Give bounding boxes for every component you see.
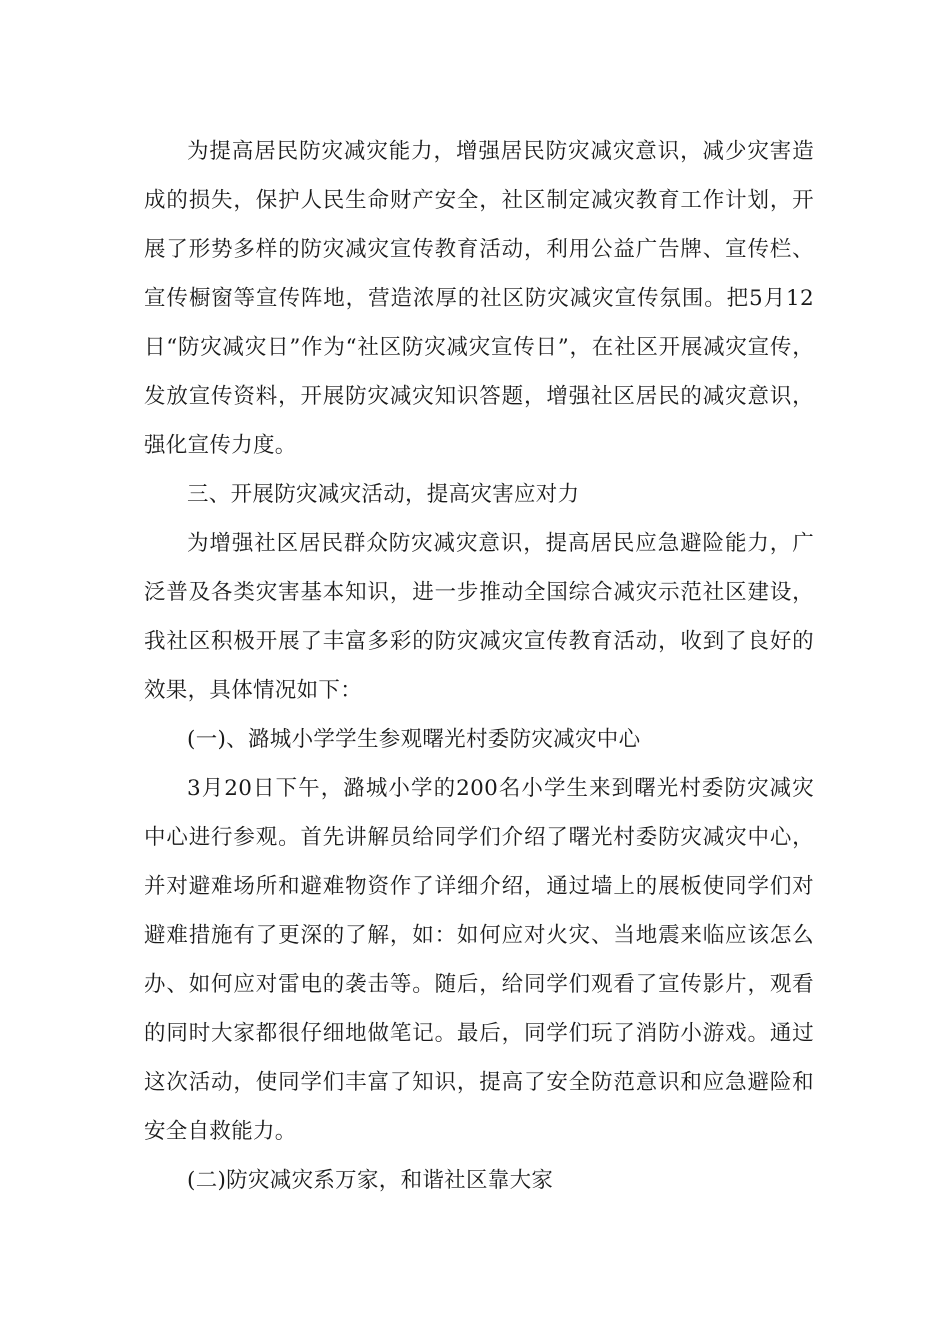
subheading-two: (二)防灾减灾系万家，和谐社区靠大家: [187, 1168, 554, 1193]
paragraph-publicity: 为提高居民防灾减灾能力，增强居民防灾减灾意识，减少灾害造成的损失，保护人民生命财产安全，社区制定减灾教育工作计划，开展了形势多样的防灾减灾宣传教育活动，利用公益广告牌、宣传栏、宣传橱窗等宣传阵地，营造浓厚的社区防灾减灾宣传氛围。把5月12日“防灾减灾日”作为“社区防灾减灾宣传日”，在社区开展减灾宣传，发放宣传资料，开展防灾减灾知识答题，增强社区居民的减灾意识，强化宣传力度。: [144, 139, 814, 458]
document-page: [144, 127, 814, 1205]
paragraph-activities-intro: 为增强社区居民群众防灾减灾意识，提高居民应急避险能力，广泛普及各类灾害基本知识，进一步推动全国综合减灾示范社区建设，我社区积极开展了丰富多彩的防灾减灾宣传教育活动，收到了良好的效果，具体情况如下：: [144, 531, 814, 703]
section-heading-three: 三、开展防灾减灾活动，提高灾害应对力: [187, 482, 580, 507]
paragraph-school-visit: 3月20日下午，潞城小学的200名小学生来到曙光村委防灾减灾中心进行参观。首先讲解员给同学们介绍了曙光村委防灾减灾中心，并对避难场所和避难物资作了详细介绍，通过墙上的展板使同学们对避难措施有了更深的了解，如：如何应对火灾、当地震来临应该怎么办、如何应对雷电的袭击等。随后，给同学们观看了宣传影片，观看的同时大家都很仔细地做笔记。最后，同学们玩了消防小游戏。通过这次活动，使同学们丰富了知识，提高了安全防范意识和应急避险和安全自救能力。: [144, 776, 814, 1144]
subheading-one: (一)、潞城小学学生参观曙光村委防灾减灾中心: [187, 727, 641, 752]
